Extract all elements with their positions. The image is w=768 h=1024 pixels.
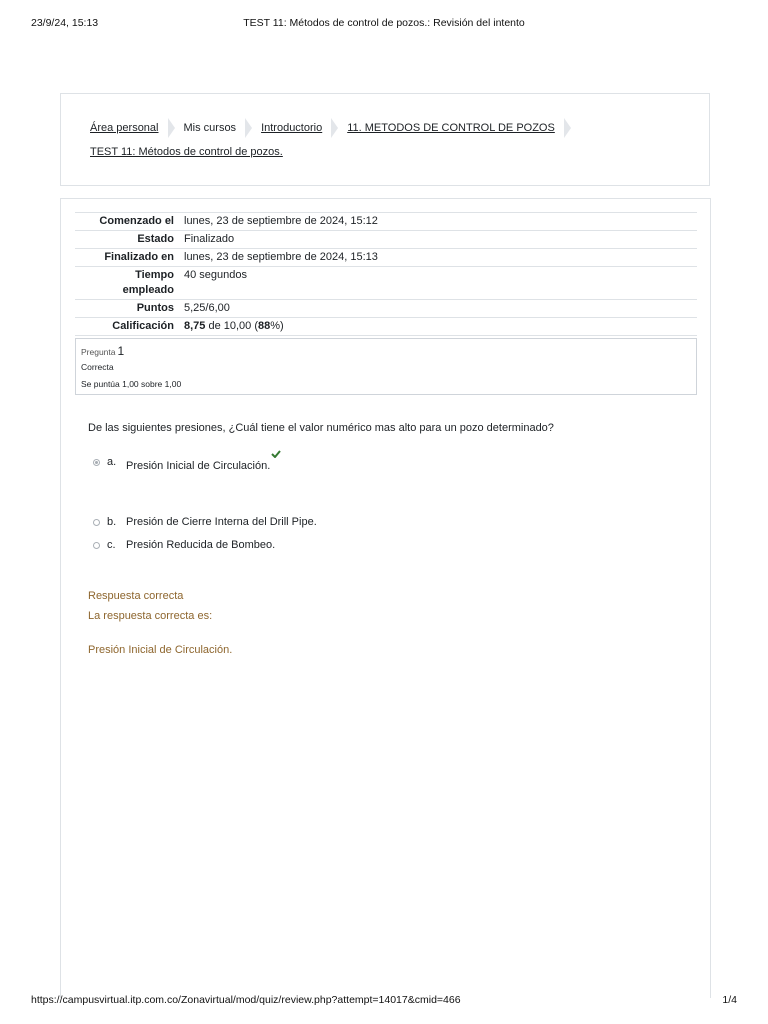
feedback-result: Respuesta correcta bbox=[88, 590, 184, 602]
time-label bbox=[75, 267, 184, 300]
check-icon bbox=[271, 450, 281, 458]
grade-label: Calificación bbox=[112, 320, 174, 332]
breadcrumb-link-metodos[interactable]: 11. METODOS DE CONTROL DE POZOS bbox=[347, 122, 555, 134]
answer-option-a[interactable] bbox=[93, 456, 281, 472]
breadcrumb-separator-icon bbox=[245, 118, 252, 138]
time-label-line1: Tiempo bbox=[135, 269, 174, 281]
breadcrumb-item-mis-cursos bbox=[184, 118, 262, 138]
summary-row-points bbox=[75, 300, 697, 318]
quiz-review-card bbox=[60, 198, 711, 998]
breadcrumb-link-quiz[interactable]: TEST 11: Métodos de control de pozos. bbox=[90, 146, 283, 158]
summary-row-state bbox=[75, 231, 697, 249]
question-number-value: 1 bbox=[117, 344, 125, 358]
breadcrumb-separator-icon bbox=[564, 118, 571, 138]
print-title: TEST 11: Métodos de control de pozos.: Revisión del intento bbox=[243, 17, 525, 29]
finished-value: lunes, 23 de septiembre de 2024, 15:13 bbox=[184, 251, 378, 263]
print-url: https://campusvirtual.itp.com.co/Zonavirtual/mod/quiz/review.php?attempt=14017&cmid=466 bbox=[31, 994, 461, 1006]
grade-percent: 88 bbox=[258, 320, 271, 332]
question-info-box bbox=[75, 338, 697, 395]
summary-row-grade bbox=[75, 318, 697, 336]
breadcrumb-link-introductorio[interactable]: Introductorio bbox=[261, 122, 323, 134]
attempt-summary-table bbox=[75, 212, 697, 336]
question-grade: Se puntúa 1,00 sobre 1,00 bbox=[81, 379, 182, 389]
question-prefix: Pregunta bbox=[81, 347, 116, 357]
points-value: 5,25/6,00 bbox=[184, 302, 230, 314]
answer-letter: b. bbox=[107, 516, 117, 528]
time-value: 40 segundos bbox=[184, 269, 247, 281]
breadcrumb-item-introductorio bbox=[261, 118, 347, 138]
breadcrumb-link-area-personal[interactable]: Área personal bbox=[90, 122, 159, 134]
answer-label: Presión Reducida de Bombeo. bbox=[126, 539, 276, 551]
state-value: Finalizado bbox=[184, 233, 235, 245]
breadcrumb-separator-icon bbox=[168, 118, 175, 138]
answer-letter: a. bbox=[107, 456, 117, 468]
print-header bbox=[31, 17, 737, 31]
points-label: Puntos bbox=[136, 302, 174, 314]
summary-row-finished bbox=[75, 249, 697, 267]
summary-row-started bbox=[75, 213, 697, 231]
grade-mid: de 10,00 ( bbox=[205, 320, 259, 332]
time-label-line2: empleado bbox=[122, 283, 174, 296]
print-date: 23/9/24, 15:13 bbox=[31, 17, 99, 29]
breadcrumb-card bbox=[60, 93, 710, 186]
summary-row-time bbox=[75, 267, 697, 300]
started-label: Comenzado el bbox=[99, 215, 174, 227]
breadcrumb bbox=[90, 118, 580, 138]
answer-label: Presión Inicial de Circulación. bbox=[126, 460, 271, 472]
grade-value bbox=[184, 318, 697, 336]
feedback-right-answer-label: La respuesta correcta es: bbox=[88, 610, 213, 622]
answer-option-c[interactable] bbox=[93, 539, 275, 551]
radio-checked-icon[interactable] bbox=[93, 459, 100, 466]
question-text: De las siguientes presiones, ¿Cuál tiene el valor numérico mas alto para un pozo determinado? bbox=[88, 422, 554, 434]
answer-letter: c. bbox=[107, 539, 116, 551]
question-state: Correcta bbox=[81, 362, 114, 372]
print-footer bbox=[31, 994, 737, 1008]
breadcrumb-text-mis-cursos: Mis cursos bbox=[183, 122, 237, 134]
started-value: lunes, 23 de septiembre de 2024, 15:12 bbox=[184, 215, 378, 227]
question-number bbox=[81, 344, 124, 358]
breadcrumb-item-area-personal bbox=[90, 118, 184, 138]
state-label: Estado bbox=[137, 233, 174, 245]
print-page-number: 1/4 bbox=[722, 994, 737, 1006]
radio-unchecked-icon[interactable] bbox=[93, 519, 100, 526]
finished-label: Finalizado en bbox=[104, 251, 174, 263]
grade-end: %) bbox=[270, 320, 284, 332]
breadcrumb-item-metodos bbox=[347, 118, 580, 138]
breadcrumb-separator-icon bbox=[331, 118, 338, 138]
answer-option-b[interactable] bbox=[93, 516, 317, 528]
grade-score: 8,75 bbox=[184, 320, 206, 332]
feedback-right-answer: Presión Inicial de Circulación. bbox=[88, 644, 233, 656]
answer-label: Presión de Cierre Interna del Drill Pipe. bbox=[126, 516, 317, 528]
radio-unchecked-icon[interactable] bbox=[93, 542, 100, 549]
